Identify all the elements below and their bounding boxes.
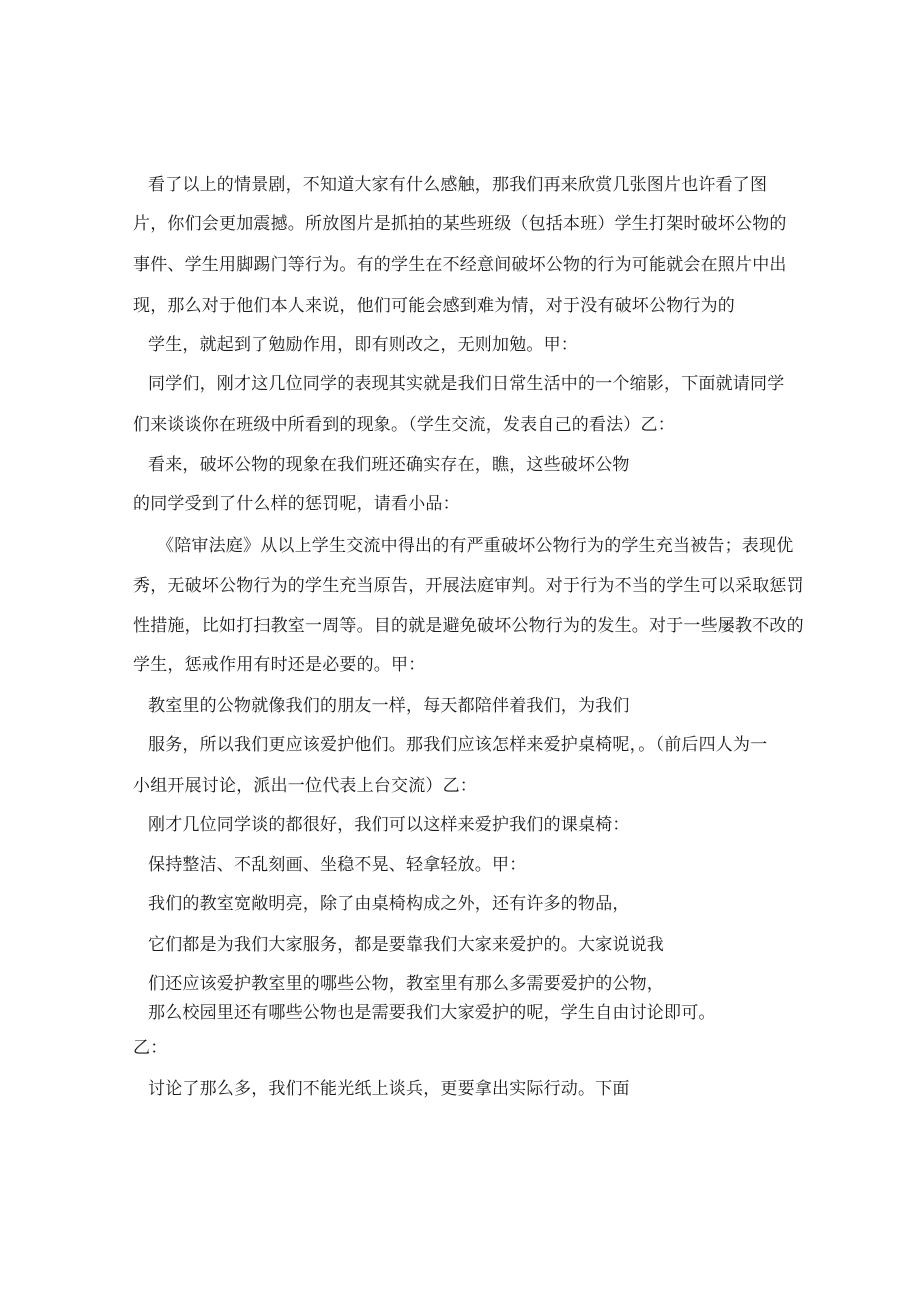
text-line: 服务，所以我们更应该爱护他们。那我们应该怎样来爱护桌椅呢，。（前后四人为一 [148, 735, 768, 755]
text-line: 乙： [133, 1038, 168, 1058]
text-line: 刚才几位同学谈的都很好，我们可以这样来爱护我们的课桌椅： [148, 815, 630, 835]
text-line: 那么校园里还有哪些公物也是需要我们大家爱护的呢，学生自由讨论即可。 [148, 1003, 716, 1023]
text-line: 我们的教室宽敞明亮，除了由桌椅构成之外，还有许多的物品， [148, 894, 630, 914]
text-line: 同学们，刚才这几位同学的表现其实就是我们日常生活中的一个缩影，下面就请同学 [148, 374, 785, 394]
text-line: 保持整洁、不乱刻画、坐稳不晃、轻拿轻放。甲： [148, 855, 527, 875]
text-line: 学生，就起到了勉励作用，即有则改之，无则加勉。甲： [148, 335, 578, 355]
text-line: 《陪审法庭》从以上学生交流中得出的有严重破坏公物行为的学生充当被告；表现优 [157, 536, 794, 556]
text-line: 讨论了那么多，我们不能光纸上谈兵，更要拿出实际行动。下面 [148, 1079, 630, 1099]
text-line: 性措施，比如打扫教室一周等。目的就是避免破坏公物行为的发生。对于一些屡教不改的 [133, 616, 804, 636]
text-line: 小组开展讨论，派出一位代表上台交流）乙： [133, 776, 477, 796]
text-line: 现，那么对于他们本人来说，他们可能会感到难为情，对于没有破坏公物行为的 [133, 296, 735, 316]
text-line: 事件、学生用脚踢门等行为。有的学生在不经意间破坏公物的行为可能就会在照片中出 [133, 255, 787, 275]
text-line: 看了以上的情景剧，不知道大家有什么感触，那我们再来欣赏几张图片也许看了图 [148, 175, 768, 195]
text-line: 的同学受到了什么样的惩罚呢，请看小品： [133, 494, 460, 514]
text-line: 们还应该爱护教室里的哪些公物，教室里有那么多需要爱护的公物， [148, 974, 664, 994]
text-line: 它们都是为我们大家服务，都是要靠我们大家来爱护的。大家说说我 [148, 935, 664, 955]
text-line: 片，你们会更加震撼。所放图片是抓拍的某些班级（包括本班）学生打架时破坏公物的 [133, 214, 787, 234]
text-line: 教室里的公物就像我们的朋友一样，每天都陪伴着我们，为我们 [148, 696, 630, 716]
text-line: 学生，惩戒作用有时还是必要的。甲： [133, 655, 426, 675]
text-line: 们来谈谈你在班级中所看到的现象。（学生交流，发表自己的看法）乙： [133, 415, 675, 435]
text-line: 看来，破坏公物的现象在我们班还确实存在，瞧，这些破坏公物 [148, 455, 630, 475]
text-line: 秀，无破坏公物行为的学生充当原告，开展法庭审判。对于行为不当的学生可以采取惩罚 [133, 576, 804, 596]
